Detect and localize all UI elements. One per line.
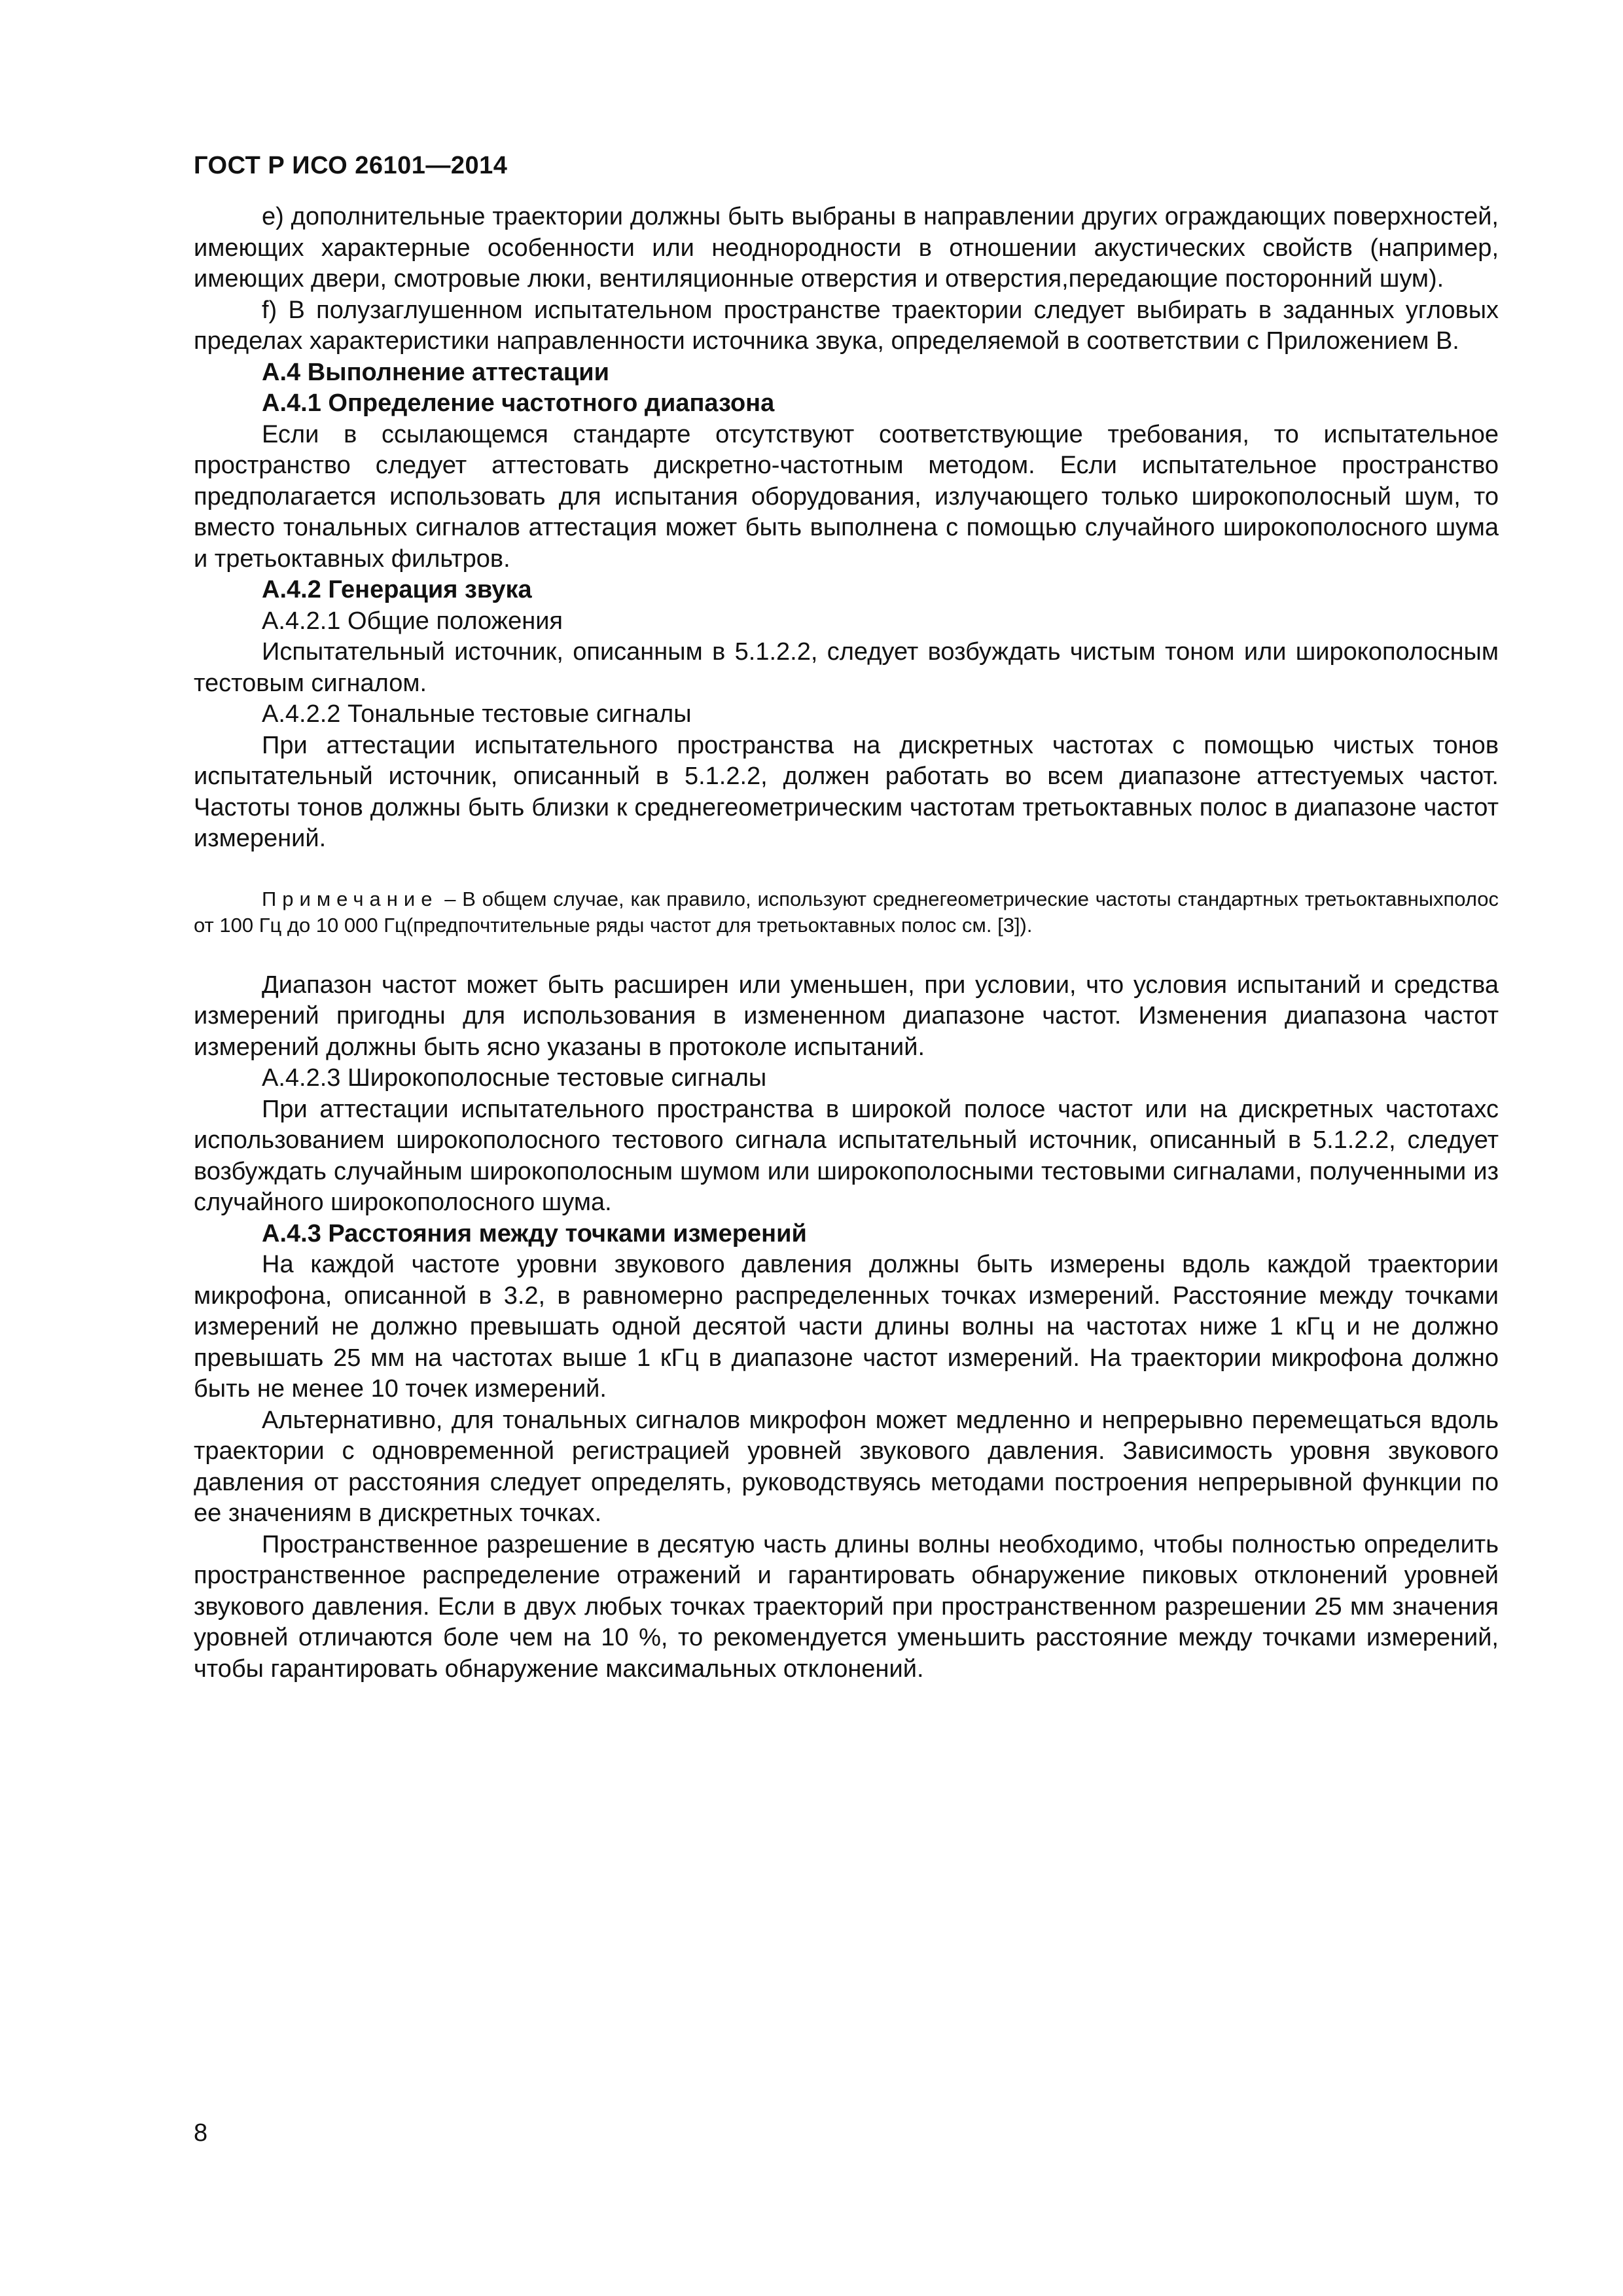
paragraph: Альтернативно, для тональных сигналов микрофон может медленно и непрерывно перемещаться вдоль траектории с одновременной регистрацией уровней звукового давления. Зависимость уровня звукового давления от расстояния следует определять, руководствуясь методами построения непрерывной функции по ее значениям в дискретных точках. bbox=[194, 1406, 1499, 1527]
section-heading-a41: А.4.1 Определение частотного диапазона bbox=[262, 389, 775, 417]
subsection-title-a421: А.4.2.1 Общие положения bbox=[262, 607, 563, 635]
subsection-title-a423: А.4.2.3 Широкополосные тестовые сигналы bbox=[262, 1064, 767, 1092]
document-header: ГОСТ Р ИСО 26101—2014 bbox=[194, 152, 508, 179]
section-heading-a43: А.4.3 Расстояния между точками измерений bbox=[262, 1219, 807, 1247]
subsection-title-a422: А.4.2.2 Тональные тестовые сигналы bbox=[262, 700, 692, 728]
page-number: 8 bbox=[194, 2119, 208, 2147]
paragraph: При аттестации испытательного пространства в широкой полосе частот или на дискретных частотахс использованием широкополосного тестового сигнала испытательный источник, описанный в 5.1.2.2, следует возбуждать случайным широкополосным шумом или широкополосными тестовыми сигналами, полученными из случайного широкополосного шума. bbox=[194, 1095, 1499, 1216]
paragraph: Если в ссылающемся стандарте отсутствуют соответствующие требования, то испытательное пространство следует аттестовать дискретно-частотным методом. Если испытательное пространство предполагается использовать для испытания оборудования, излучающего только широкополосный шум, то вместо тональных сигналов аттестация может быть выполнена с помощью случайного широкополосного шума и третьоктавных фильтров. bbox=[194, 420, 1499, 573]
paragraph: Пространственное разрешение в десятую часть длины волны необходимо, чтобы полностью определить пространственное распределение отражений и гарантировать обнаружение пиковых отклонений уровней звукового давления. Если в двух любых точках траекторий при пространственном разрешении 25 мм значения уровней отличаются боле чем на 10 %, то рекомендуется уменьшить расстояние между точками измерений, чтобы гарантировать обнаружение максимальных отклонений. bbox=[194, 1530, 1499, 1683]
paragraph: На каждой частоте уровни звукового давления должны быть измерены вдоль каждой траектории микрофона, описанной в 3.2, в равномерно распределенных точках измерений. Расстояние между точками измерений не должно превышать одной десятой части длины волны на частотах ниже 1 кГц и не должно превышать 25 мм на частотах выше 1 кГц в диапазоне частот измерений. На траектории микрофона должно быть не менее 10 точек измерений. bbox=[194, 1251, 1499, 1403]
section-heading-a42: А.4.2 Генерация звука bbox=[262, 576, 532, 603]
section-heading-a4: А.4 Выполнение аттестации bbox=[262, 358, 609, 386]
paragraph: При аттестации испытательного пространства на дискретных частотах с помощью чистых тонов испытательный источник, описанный в 5.1.2.2, должен работать во всем диапазоне аттестуемых частот. Частоты тонов должны быть близки к среднегеометрическим частотам третьоктавных полос в диапазоне частот измерений. bbox=[194, 731, 1499, 852]
paragraph: Испытательный источник, описанным в 5.1.2.2, следует возбуждать чистым тоном или широкополосным тестовым сигналом. bbox=[194, 638, 1499, 697]
paragraph-item-f: f) В полузаглушенном испытательном пространстве траектории следует выбирать в заданных угловых пределах характеристики направленности источника звука, определяемой в соответствии с Приложением В. bbox=[194, 296, 1499, 355]
note-label: Примечание bbox=[262, 887, 438, 910]
note-paragraph bbox=[194, 886, 1499, 939]
note-text: – В общем случае, как правило, используют среднегеометрические частоты стандартных третьоктавныхполос от 100 Гц до 10 000 Гц(предпочтительные ряды частот для третьоктавных полос см. [3]). bbox=[194, 887, 1499, 937]
paragraph-item-e: e) дополнительные траектории должны быть выбраны в направлении других ограждающих поверхностей, имеющих характерные особенности или неоднородности в отношении акустических свойств (например, имеющих двери, смотровые люки, вентиляционные отверстия и отверстия,передающие посторонний шум). bbox=[194, 203, 1499, 293]
document-body bbox=[194, 202, 1499, 1685]
paragraph: Диапазон частот может быть расширен или уменьшен, при условии, что условия испытаний и средства измерений пригодны для использования в измененном диапазоне частот. Изменения диапазона частот измерений должны быть ясно указаны в протоколе испытаний. bbox=[194, 971, 1499, 1061]
